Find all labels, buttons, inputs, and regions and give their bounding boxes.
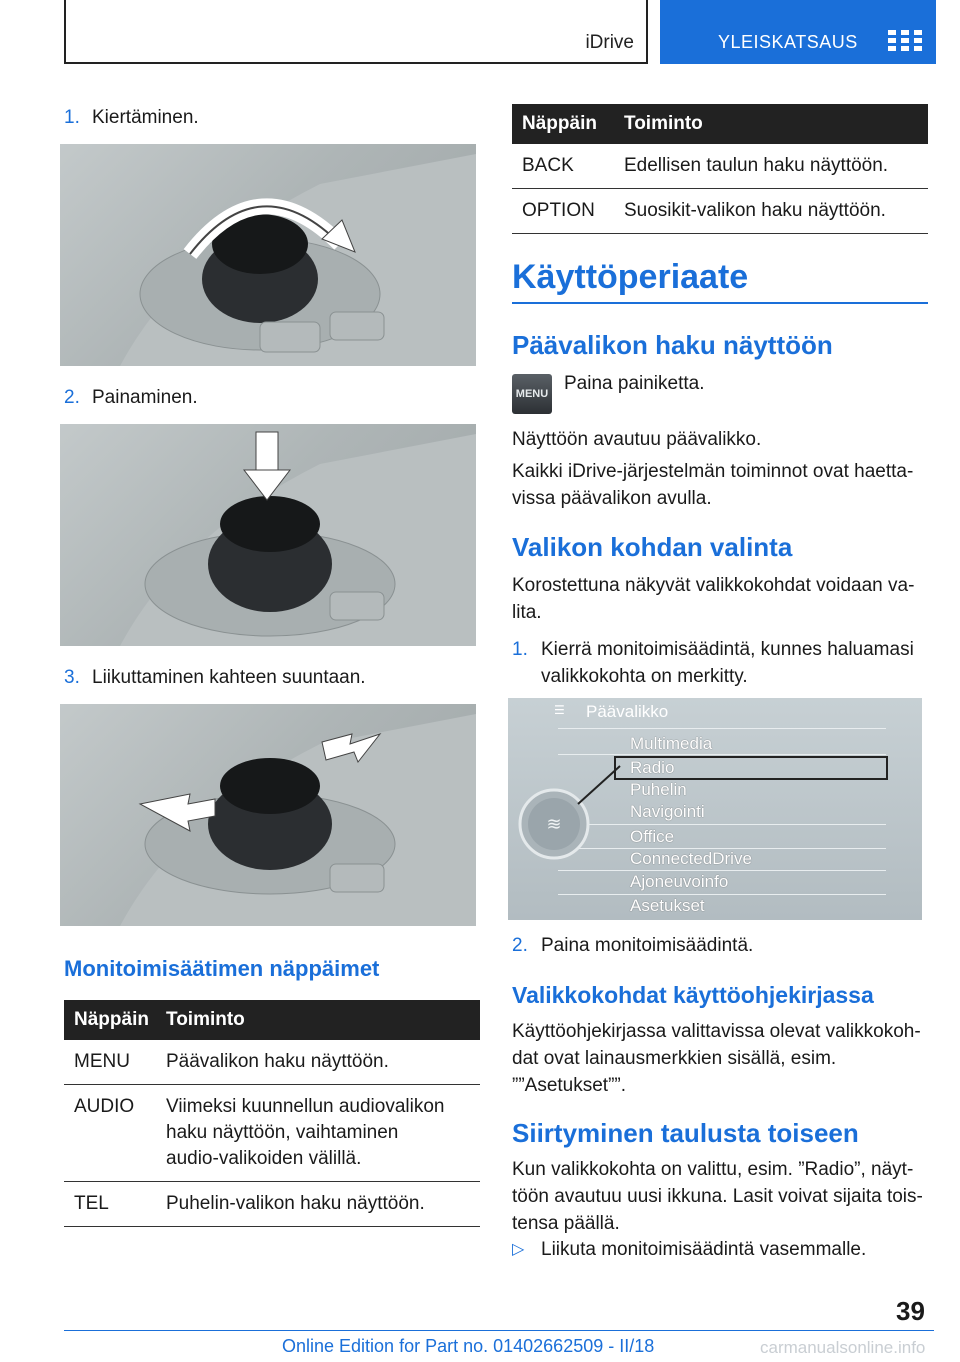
column-header: Toiminto <box>156 1000 480 1040</box>
grid-icon <box>888 30 922 52</box>
table-row <box>512 189 928 234</box>
column-header: Toiminto <box>614 104 928 144</box>
step-number: 1. <box>512 639 528 660</box>
step-move <box>64 664 366 691</box>
bullet-text: Liikuta monitoimisäädintä vasemmalle. <box>541 1239 867 1260</box>
chapter-title: iDrive <box>585 32 634 53</box>
menu-item-selected[interactable]: Radio <box>630 758 675 777</box>
controller-rotate-image <box>60 144 476 366</box>
step-text: Kierrä monitoimisäädintä, kunnes haluamasi valikkokohta on merkitty. <box>541 639 914 687</box>
controller-rotate-illustration <box>60 144 476 366</box>
function-cell: Suosikit-valikon haku näyttöön. <box>614 189 928 234</box>
divider <box>558 870 886 871</box>
column-header: Näppäin <box>512 104 614 144</box>
menu-button-icon: MENU <box>512 374 552 414</box>
footer-rule <box>64 1330 934 1331</box>
watermark: carmanualsonline.info <box>760 1338 926 1357</box>
svg-text:≋: ≋ <box>546 814 562 835</box>
select-item-heading: Valikon kohdan valinta <box>512 532 793 562</box>
menu-item[interactable]: Ajoneuvoinfo <box>630 872 729 891</box>
divider <box>558 894 886 895</box>
column-header: Näppäin <box>64 1000 156 1040</box>
step-press <box>64 384 198 411</box>
step-number: 3. <box>64 667 80 688</box>
table-row <box>64 1182 480 1227</box>
manual-items-paragraph: Käyttöohjekirjassa valittavissa olevat valikkokoh-dat ovat lainausmerkkien sisällä, esim. ””Asetukset””. <box>512 1021 921 1096</box>
menu-list-icon: ☰ <box>554 703 565 717</box>
switch-table-paragraph: Kun valikkokohta on valittu, esim. ”Radio”, näyt-töön avautuu uusi ikkuna. Lasit voivat sijaita tois-tensa päällä. <box>512 1159 923 1234</box>
section-label: YLEISKATSAUS <box>718 32 858 52</box>
function-cell: Edellisen taulun haku näyttöön. <box>614 144 928 189</box>
main-menu-paragraph-1: Näyttöön avautuu päävalikko. <box>512 429 762 450</box>
controller-move-image <box>60 704 476 926</box>
menu-item[interactable]: Multimedia <box>630 734 713 753</box>
step-text: Liikuttaminen kahteen suuntaan. <box>92 667 366 688</box>
switch-table-heading: Siirtyminen taulusta toiseen <box>512 1118 859 1148</box>
manual-items-heading: Valikkokohdat käyttöohjekirjassa <box>512 982 874 1008</box>
bullet-item <box>512 1236 928 1263</box>
step-rotate <box>64 104 199 131</box>
function-cell: Puhelin-valikon haku näyttöön. <box>156 1182 480 1227</box>
table-row <box>64 1085 480 1182</box>
screen-title: Päävalikko <box>586 702 669 721</box>
page-number: 39 <box>896 1296 925 1326</box>
menu-item[interactable]: Office <box>630 827 675 846</box>
step-text: Kiertäminen. <box>92 107 199 128</box>
step-number: 1. <box>64 107 80 128</box>
key-cell: AUDIO <box>64 1085 156 1182</box>
bullet-arrow-icon: ▷ <box>512 1241 525 1258</box>
step-number: 2. <box>64 387 80 408</box>
menu-instruction: Paina painiketta. <box>564 373 705 394</box>
key-cell: BACK <box>512 144 614 189</box>
principle-heading: Käyttöperiaate <box>512 258 749 296</box>
menu-item[interactable]: Asetukset <box>630 896 705 915</box>
table-header-row <box>512 104 928 144</box>
menu-item[interactable]: Puhelin <box>630 780 687 799</box>
main-menu-heading: Päävalikon haku näyttöön <box>512 330 833 360</box>
step-text: Painaminen. <box>92 387 198 408</box>
header-box <box>64 0 648 64</box>
divider <box>558 728 886 729</box>
menu-item[interactable]: ConnectedDrive <box>630 849 752 868</box>
controller-press-image <box>60 424 476 646</box>
select-item-paragraph: Korostettuna näkyvät valikkokohdat voidaan va-lita. <box>512 575 915 623</box>
function-cell: Päävalikon haku näyttöön. <box>156 1040 480 1085</box>
key-cell: OPTION <box>512 189 614 234</box>
function-cell: Viimeksi kuunnellun audiovalikon haku näyttöön, vaihtaminen audio-valikoiden välillä. <box>156 1085 480 1182</box>
key-cell: MENU <box>64 1040 156 1085</box>
table-row <box>512 144 928 189</box>
step-number: 2. <box>512 935 528 956</box>
controller-move-illustration <box>60 704 476 926</box>
radio-pointer-illustration <box>518 754 628 864</box>
edition-text: Online Edition for Part no. 01402662509 - II/18 <box>282 1336 655 1356</box>
step-text: Paina monitoimisäädintä. <box>541 935 754 956</box>
controller-buttons-table-continued <box>512 104 928 234</box>
menu-item[interactable]: Navigointi <box>630 802 705 821</box>
section-tab[interactable] <box>660 0 936 64</box>
key-cell: TEL <box>64 1182 156 1227</box>
heading-rule <box>512 302 928 304</box>
select-step-2 <box>512 932 928 959</box>
select-step-1 <box>512 636 928 690</box>
main-menu-paragraph-2: Kaikki iDrive-järjestelmän toiminnot ovat haetta-vissa päävalikon avulla. <box>512 461 914 509</box>
controller-heading: Monitoimisäätimen näppäimet <box>64 956 380 981</box>
table-header-row <box>64 1000 480 1040</box>
controller-buttons-table <box>64 1000 480 1227</box>
table-row <box>64 1040 480 1085</box>
controller-press-illustration <box>60 424 476 646</box>
idrive-menu-screen <box>508 698 922 920</box>
